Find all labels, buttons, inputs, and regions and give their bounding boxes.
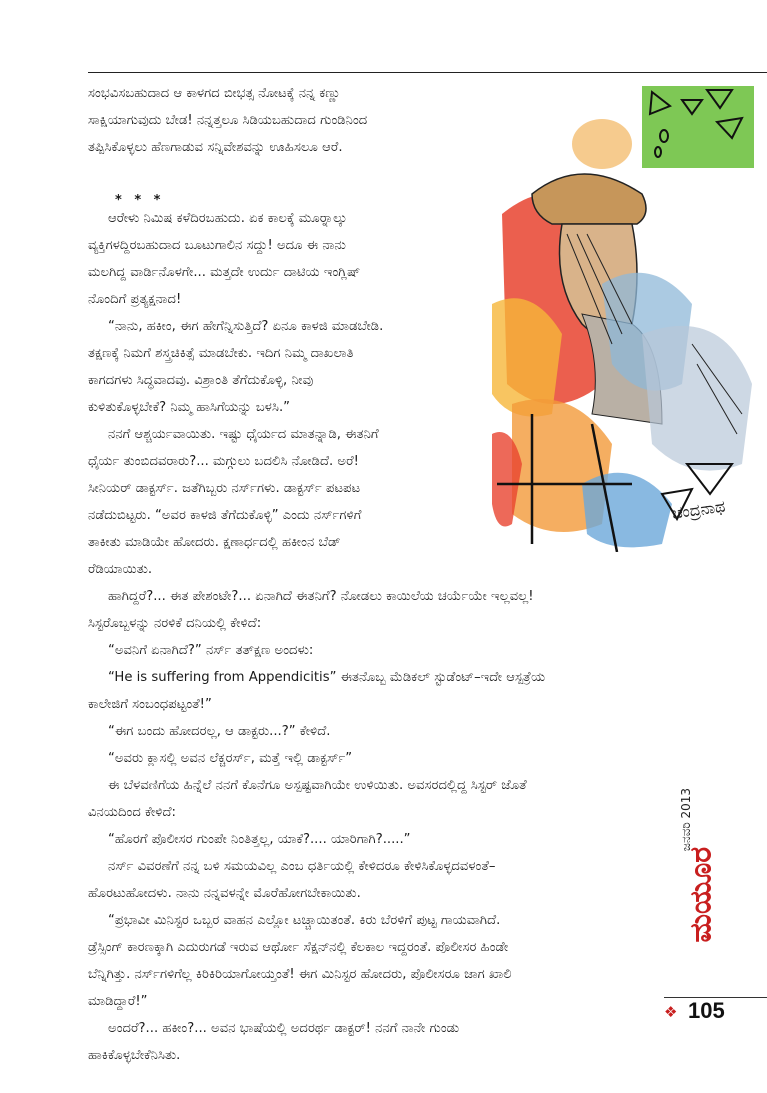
text-line: ಈ ಬೆಳವಣಿಗೆಯ ಹಿನ್ನೆಲೆ ನನಗೆ ಕೊನೆಗೂ ಅಸ್ಪಷ್ಟವಾಗಿಯೇ ಉಳಿಯಿತು. ಅವಸರದಲ್ಲಿದ್ದ ಸಿಸ್ಟರ್ ಜೊತೆ <box>108 778 527 793</box>
text-line: “ಈಗ ಬಂದು ಹೋದರಲ್ಲ, ಆ ಡಾಕ್ಟರು...?” ಕೇಳಿದೆ. <box>108 724 331 739</box>
text-line: ಹಾಗಿದ್ದರೆ?... ಈತ ಪೇಶಂಟೇ?... ಏನಾಗಿದೆ ಈತನಿಗೆ? ನೋಡಲು ಕಾಯಿಲೆಯ ಚರ್ಯೆಯೇ ಇಲ್ಲವಲ್ಲ! <box>108 589 534 604</box>
text-line: ನರ್ಸ್ ವಿವರಣೆಗೆ ನನ್ನ ಬಳಿ ಸಮಯವಿಲ್ಲ ಎಂಬ ಧರ್ತಿಯಲ್ಲಿ ಕೇಳಿದರೂ ಕೇಳಿಸಿಕೊಳ್ಳದವಳಂತೆ– <box>108 859 496 874</box>
text-line: ಡ್ರೆಸ್ಸಿಂಗ್ ಕಾರಣಕ್ಕಾಗಿ ಎದುರುಗಡೆ ಇರುವ ಆರ್ಥೋ ಸೆಕ್ಷನ್‍ನಲ್ಲಿ ಕೆಲಕಾಲ ಇದ್ದರಂತೆ. ಪೊಲೀಸರ ಹಿಂಡೇ <box>88 940 509 955</box>
text-line: ಆರೇಳು ನಿಮಿಷ ಕಳೆದಿರಬಹುದು. ಏಕ ಕಾಲಕ್ಕೆ ಮೂರ್‍ನಾಲ್ಕು <box>108 211 348 226</box>
text-line: “ಅವರು ಕ್ಲಾಸಲ್ಲಿ ಅವನ ಲೆಕ್ಚರರ್ಸ್, ಮತ್ತೆ ಇಲ್ಲಿ ಡಾಕ್ಟರ್ಸ್” <box>108 751 353 766</box>
text-line: ವ್ಯಕ್ತಿಗಳದ್ದಿರಬಹುದಾದ ಬೂಟುಗಾಲಿನ ಸದ್ದು! ಅದೂ ಈ ನಾನು <box>88 238 346 253</box>
text-line: ತಕ್ಷಣಕ್ಕೆ ನಿಮಗೆ ಶಸ್ತ್ರಚಿಕಿತ್ಸೆ ಮಾಡಬೇಕು. ಇದಿಗ ನಿಮ್ಮ ದಾಖಲಾತಿ <box>88 346 354 361</box>
cap-sketch <box>532 174 646 224</box>
page-number: 105 <box>688 998 725 1023</box>
text-line: ಹೊರಟುಹೋದಳು. ನಾನು ನನ್ನವಳನ್ನೇ ಮೊರೆಹೋಗಬೇಕಾಯಿತು. <box>88 886 361 901</box>
text-line: ನೊಂದಿಗೆ ಪ್ರತ್ಯಕ್ಷನಾದ! <box>88 292 182 307</box>
text-line: “ಅವನಿಗೆ ಏನಾಗಿದೆ?” ನರ್ಸ್ ತತ್‍ಕ್ಷಣ ಅಂದಳು: <box>108 643 314 658</box>
text-line: “ಹೊರಗೆ ಪೊಲೀಸರ ಗುಂಪೇ ನಿಂತಿತ್ತಲ್ಲ, ಯಾಕೆ?.... ಯಾರಿಗಾಗಿ?.....” <box>108 832 411 847</box>
article-illustration <box>492 84 767 552</box>
text-line: ಕಾಗದಗಳು ಸಿದ್ಧವಾದವು. ವಿಶ್ರಾಂತಿ ತೆಗೆದುಕೊಳ್ಳಿ, ನೀವು <box>88 373 314 388</box>
top-rule <box>88 72 767 73</box>
text-line: ಹಾಕಿಕೊಳ್ಳಬೇಕೆನಿಸಿತು. <box>88 1048 181 1063</box>
artist-signature: ಚಂದ್ರನಾಥ <box>670 496 727 523</box>
text-line: “ನಾನು, ಹಕೀಂ, ಈಗ ಹೇಗೆನ್ನಿಸುತ್ತಿದೆ? ಏನೂ ಕಾಳಜಿ ಮಾಡಬೇಡಿ. <box>108 319 384 334</box>
text-line: ಸಾಕ್ಷಿಯಾಗುವುದು ಬೇಡ! ನನ್ನತ್ತಲೂ ಸಿಡಿಯಬಹುದಾದ ಗುಂಡಿನಿಂದ <box>88 113 368 128</box>
issue-date: ಜನವರಿ 2013 <box>679 787 694 852</box>
text-line: ಸಿಸ್ಟರೊಬ್ಬಳನ್ನು ನರಳಿಕೆ ದನಿಯಲ್ಲಿ ಕೇಳಿದೆ: <box>88 616 262 631</box>
text-line: ಬೆನ್ನಿಗಿತ್ತು. ನರ್ಸ್‍ಗಳಿಗೆಲ್ಲ ಕಿರಿಕಿರಿಯಾಗೋಯ್ತಂತೆ! ಈಗ ಮಿನಿಸ್ಟರ ಹೋದರು, ಪೊಲೀಸರೂ ಜಾಗ ಖಾಲಿ <box>88 967 512 982</box>
grey-wash <box>642 326 752 471</box>
section-break: * * * <box>115 193 165 208</box>
text-line: ಮಾಡಿದ್ದಾರೆ!” <box>88 994 148 1009</box>
text-line: ಧೈರ್ಯ ತುಂಬಿದವರಾರು?... ಮಗ್ಗುಲು ಬದಲಿಸಿ ನೋಡಿದೆ. ಅರೆ! <box>88 454 359 469</box>
text-line: “He is suffering from Appendicitis” ಈತನೊಬ್ಬ ಮೆಡಿಕಲ್ ಸ್ಟುಡೆಂಟ್–ಇದೇ ಆಸ್ಪತ್ರೆಯ <box>108 670 546 685</box>
text-line: ಸೀನಿಯರ್ ಡಾಕ್ಟರ್ಸ್. ಜತೆಗಿಬ್ಬರು ನರ್ಸ್‍ಗಳು. ಡಾಕ್ಟರ್ಸ್ ಪಟಪಟ <box>88 481 361 496</box>
text-line: ತಪ್ಪಿಸಿಕೊಳ್ಳಲು ಹೆಣಗಾಡುವ ಸನ್ನಿವೇಶವನ್ನು ಊಹಿಸಲೂ ಆರೆ. <box>88 140 343 155</box>
text-line: ಅಂದರೆ?... ಹಕೀಂ?... ಅವನ ಭಾಷೆಯಲ್ಲಿ ಅದರರ್ಥ ಡಾಕ್ಟರ್! ನನಗೆ ನಾನೇ ಗುಂಡು <box>108 1021 460 1036</box>
text-line: ಕಾಲೇಜಿಗೆ ಸಂಬಂಧಪಟ್ಟಂತೆ!” <box>88 697 212 712</box>
text-line: ಕುಳಿತುಕೊಳ್ಳಬೇಕೆ? ನಿಮ್ಮ ಹಾಸಿಗೆಯನ್ನು ಬಳಸಿ.” <box>88 400 290 415</box>
text-line: ವಿನಯದಿಂದ ಕೇಳಿದೆ: <box>88 805 176 820</box>
text-line: ತಾಕೀತು ಮಾಡಿಯೇ ಹೋದರು. ಕ್ಷಣಾರ್ಧದಲ್ಲಿ ಹಕೀಂನ ಬೆಡ್ <box>88 535 341 550</box>
text-line: “ಪ್ರಭಾವೀ ಮಿನಿಸ್ಟರ ಒಬ್ಬರ ವಾಹನ ಎಲ್ಲೋ ಟಚ್ಚಾಯಿತಂತೆ. ಕಿರು ಬೆರಳಿಗೆ ಪುಟ್ಟ ಗಾಯವಾಗಿದೆ. <box>108 913 501 928</box>
text-line: ರೆಡಿಯಾಯಿತು. <box>88 562 153 577</box>
text-line: ಸಂಭವಿಸಬಹುದಾದ ಆ ಕಾಳಗದ ಬೀಭತ್ಸ ನೋಟಕ್ಕೆ ನನ್ನ ಕಣ್ಣು <box>88 86 341 101</box>
text-line: ನಡೆದುಬಿಟ್ಟರು. “ಅವರ ಕಾಳಜಿ ತೆಗೆದುಕೊಳ್ಳಿ” ಎಂದು ನರ್ಸ್‍ಗಳಿಗೆ <box>88 508 362 523</box>
text-line: ಮಲಗಿದ್ದ ವಾರ್ಡಿನೊಳಗೇ... ಮತ್ತದೇ ಉರ್ದು ದಾಟಿಯ ಇಂಗ್ಲಿಷ್ <box>88 265 361 280</box>
ornament-icon: ❖ <box>664 1003 678 1021</box>
orange-wash <box>572 119 632 169</box>
text-line: ನನಗೆ ಆಶ್ಚರ್ಯವಾಯಿತು. ಇಷ್ಟು ಧೈರ್ಯದ ಮಾತನ್ನಾಡಿ, ಈತನಿಗೆ <box>108 427 379 442</box>
magazine-name: ಮಯೂರ <box>683 846 719 943</box>
